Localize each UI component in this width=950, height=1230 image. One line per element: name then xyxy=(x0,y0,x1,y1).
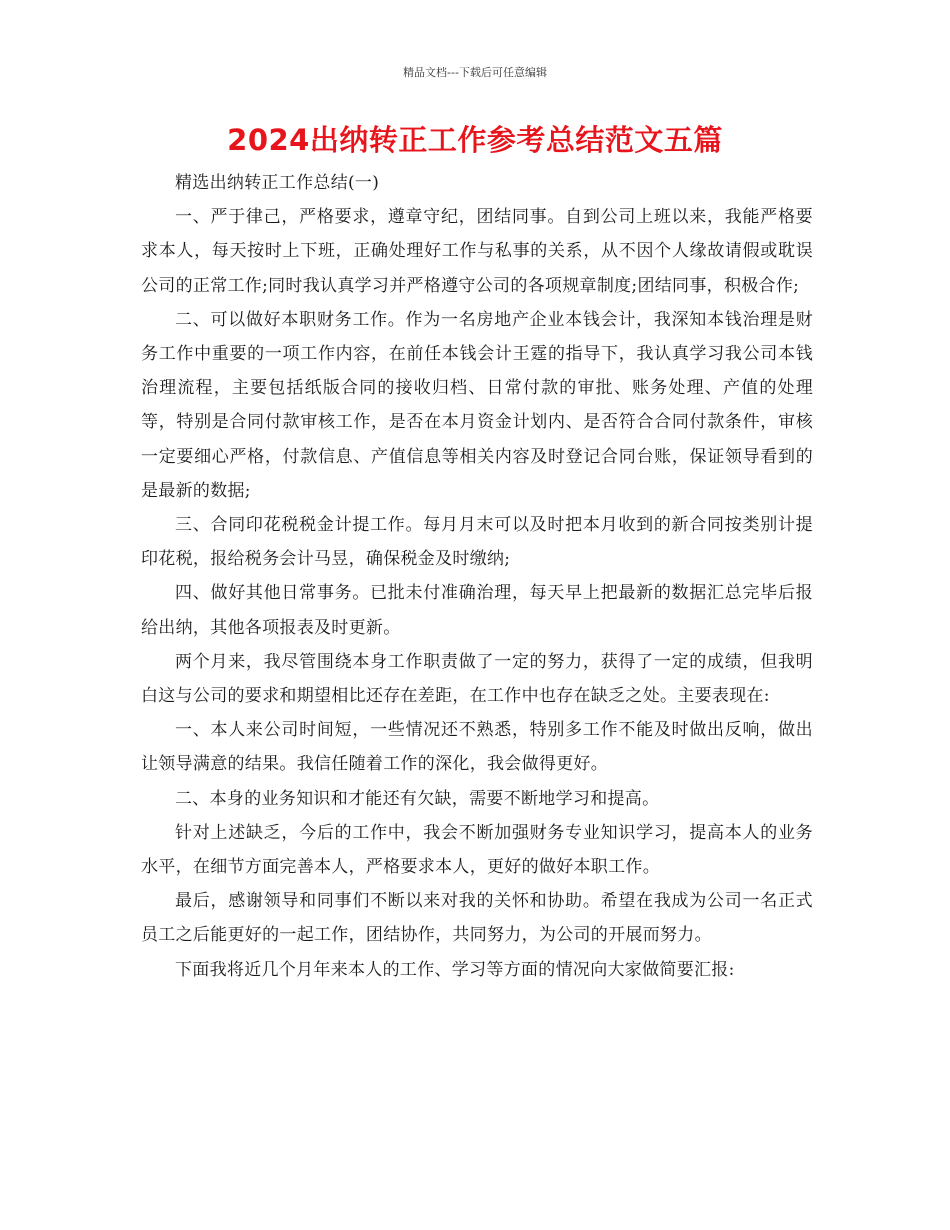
paragraph: 一、严于律己，严格要求，遵章守纪，团结同事。自到公司上班以来，我能严格要求本人，每天按时上下班，正确处理好工作与私事的关系，从不因个人缘故请假或耽误公司的正常工作;同时我认真学习并严格遵守公司的各项规章制度;团结同事，积极合作; xyxy=(141,207,813,296)
paragraph: 针对上述缺乏，今后的工作中，我会不断加强财务专业知识学习，提高本人的业务水平，在细节方面完善本人，严格要求本人，更好的做好本职工作。 xyxy=(141,822,813,878)
document-body xyxy=(141,166,813,987)
header-note: 精品文档---下载后可任意编辑 xyxy=(403,66,547,79)
section-heading: 精选出纳转正工作总结(一) xyxy=(175,173,380,193)
paragraph: 两个月来，我尽管围绕本身工作职责做了一定的努力，获得了一定的成绩，但我明白这与公司的要求和期望相比还存在差距，在工作中也存在缺乏之处。主要表现在: xyxy=(141,651,813,707)
paragraph: 一、本人来公司时间短，一些情况还不熟悉，特别多工作不能及时做出反响，做出让领导满意的结果。我信任随着工作的深化，我会做得更好。 xyxy=(141,720,813,775)
paragraph: 四、做好其他日常事务。已批未付准确治理，每天早上把最新的数据汇总完毕后报给出纳，其他各项报表及时更新。 xyxy=(141,583,813,638)
paragraph: 二、可以做好本职财务工作。作为一名房地产企业本钱会计，我深知本钱治理是财务工作中重要的一项工作内容，在前任本钱会计王霆的指导下，我认真学习我公司本钱治理流程，主要包括纸版合同的接收归档、日常付款的审批、账务处理、产值的处理等，特别是合同付款审核工作，是否在本月资金计划内、是否符合合同付款条件，审核一定要细心严格，付款信息、产值信息等相关内容及时登记合同台账，保证领导看到的是最新的数据; xyxy=(141,309,813,501)
paragraph: 最后，感谢领导和同事们不断以来对我的关怀和协助。希望在我成为公司一名正式员工之后能更好的一起工作，团结协作，共同努力，为公司的开展而努力。 xyxy=(141,891,813,946)
paragraph: 下面我将近几个月年来本人的工作、学习等方面的情况向大家做简要汇报: xyxy=(175,959,735,980)
paragraph: 二、本身的业务知识和才能还有欠缺，需要不断地学习和提高。 xyxy=(175,788,660,809)
paragraph: 三、合同印花税税金计提工作。每月月末可以及时把本月收到的新合同按类别计提印花税，报给税务会计马昱，确保税金及时缴纳; xyxy=(141,515,813,570)
document-title: 2024出纳转正工作参考总结范文五篇 xyxy=(227,123,723,157)
